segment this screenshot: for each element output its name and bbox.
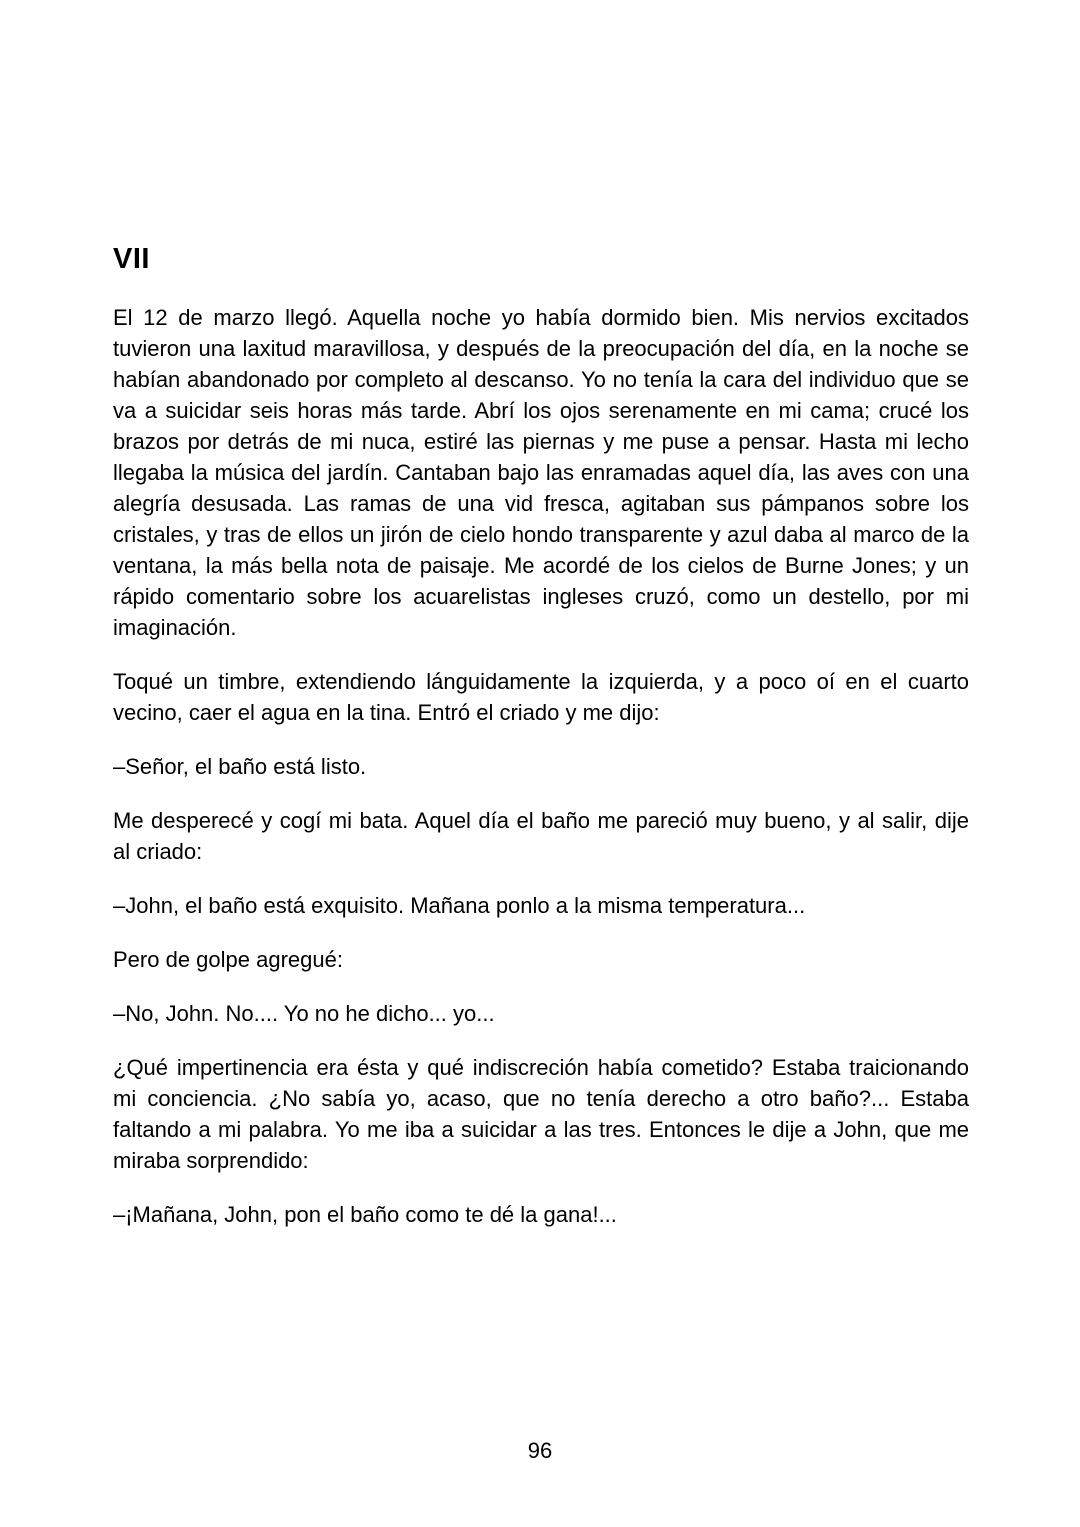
paragraph: Me desperecé y cogí mi bata. Aquel día el baño me pareció muy bueno, y al salir, dije al criado: [113, 808, 969, 864]
dialogue-line: –John, el baño está exquisito. Mañana ponlo a la misma temperatura... [113, 893, 806, 918]
page-number: 96 [527, 1438, 553, 1463]
dialogue-line: –No, John. No.... Yo no he dicho... yo... [113, 1001, 495, 1026]
chapter-heading: VII [113, 243, 150, 275]
dialogue-line: –¡Mañana, John, pon el baño como te dé la gana!... [113, 1202, 617, 1227]
text-block [113, 243, 969, 1253]
paragraph: Toqué un timbre, extendiendo lánguidamente la izquierda, y a poco oí en el cuarto vecino, caer el agua en la tina. Entró el criado y me dijo: [113, 669, 969, 725]
paragraph: ¿Qué impertinencia era ésta y qué indiscreción había cometido? Estaba traicionando mi conciencia. ¿No sabía yo, acaso, que no tenía derecho a otro baño?... Estaba faltando a mi palabra. Yo me iba a suicidar a las tres. Entonces le dije a John, que me miraba sorprendido: [113, 1055, 969, 1173]
dialogue-line: –Señor, el baño está listo. [113, 754, 367, 779]
paragraph: Pero de golpe agregué: [113, 947, 343, 972]
paragraph: El 12 de marzo llegó. Aquella noche yo había dormido bien. Mis nervios excitados tuvieron una laxitud maravillosa, y después de la preocupación del día, en la noche se habían abandonado por completo al descanso. Yo no tenía la cara del individuo que se va a suicidar seis horas más tarde. Abrí los ojos serenamente en mi cama; crucé los brazos por detrás de mi nuca, estiré las piernas y me puse a pensar. Hasta mi lecho llegaba la música del jardín. Cantaban bajo las enramadas aquel día, las aves con una alegría desusada. Las ramas de una vid fresca, agitaban sus pámpanos sobre los cristales, y tras de ellos un jirón de cielo hondo transparente y azul daba al marco de la ventana, la más bella nota de paisaje. Me acordé de los cielos de Burne Jones; y un rápido comentario sobre los acuarelistas ingleses cruzó, como un destello, por mi imaginación. [113, 305, 969, 640]
